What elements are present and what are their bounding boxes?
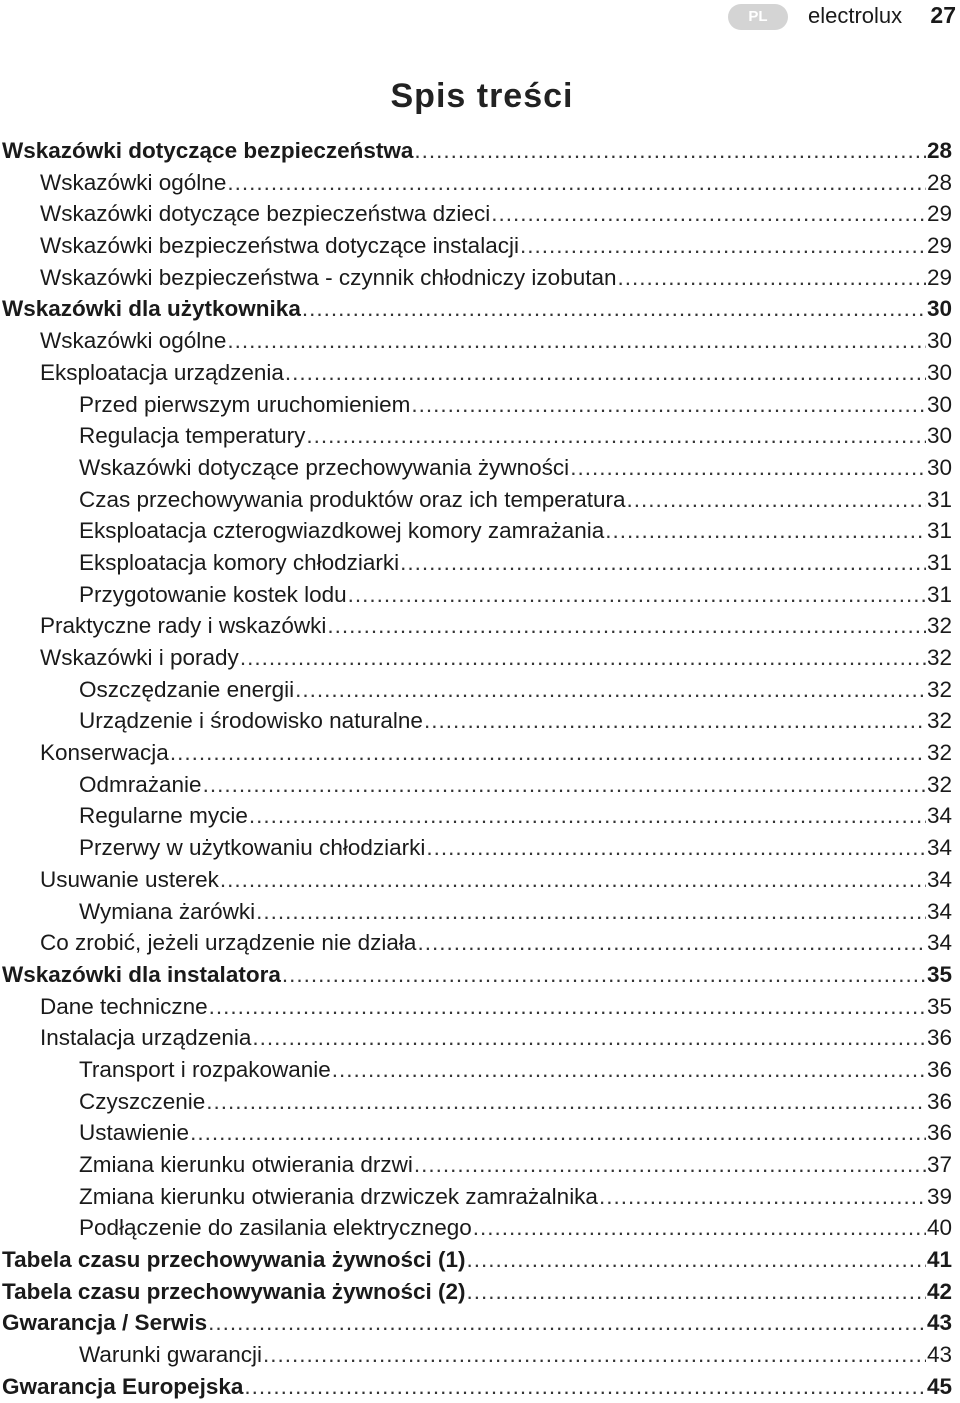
toc-entry-label: Tabela czasu przechowywania żywności (2) bbox=[2, 1278, 466, 1304]
toc-entry-page: 32 bbox=[926, 613, 952, 639]
toc-leader-dots bbox=[263, 1339, 926, 1371]
toc-entry[interactable] bbox=[0, 769, 952, 801]
toc-leader-dots bbox=[249, 800, 926, 832]
toc-entry[interactable] bbox=[0, 1307, 952, 1339]
toc-entry[interactable] bbox=[0, 293, 952, 325]
toc-leader-dots bbox=[618, 262, 926, 294]
toc-leader-dots bbox=[332, 1054, 926, 1086]
toc-entry-label: Warunki gwarancji bbox=[79, 1342, 262, 1368]
toc-entry-label: Urządzenie i środowisko naturalne bbox=[79, 708, 423, 734]
toc-entry[interactable] bbox=[0, 325, 952, 357]
toc-leader-dots bbox=[282, 959, 926, 991]
toc-entry[interactable] bbox=[0, 135, 952, 167]
toc-entry-label: Wymiana żarówki bbox=[79, 898, 256, 924]
toc-entry[interactable] bbox=[0, 1181, 952, 1213]
toc-entry[interactable] bbox=[0, 515, 952, 547]
toc-entry[interactable] bbox=[0, 1371, 952, 1403]
toc-entry-page: 31 bbox=[926, 518, 952, 544]
toc-entry-label: Zmiana kierunku otwierania drzwiczek zamrażalnika bbox=[79, 1183, 598, 1209]
toc-entry-page: 35 bbox=[926, 961, 952, 987]
toc-entry-page: 39 bbox=[926, 1183, 952, 1209]
toc-entry[interactable] bbox=[0, 991, 952, 1023]
toc-entry-label: Zmiana kierunku otwierania drzwi bbox=[79, 1152, 413, 1177]
toc-entry[interactable] bbox=[0, 484, 952, 516]
toc-entry[interactable] bbox=[0, 167, 952, 199]
page-header bbox=[0, 0, 960, 34]
toc-leader-dots bbox=[348, 579, 926, 611]
toc-entry-page: 41 bbox=[926, 1247, 952, 1273]
toc-entry-label: Wskazówki i porady bbox=[40, 645, 239, 670]
toc-entry[interactable] bbox=[0, 579, 952, 611]
toc-entry-page: 31 bbox=[926, 549, 952, 575]
toc-leader-dots bbox=[520, 230, 926, 262]
toc-entry-label: Dane techniczne bbox=[40, 993, 208, 1019]
toc-entry-page: 30 bbox=[926, 454, 952, 480]
toc-entry[interactable] bbox=[0, 452, 952, 484]
toc-entry-label: Eksploatacja czterogwiazdkowej komory zamrażania bbox=[79, 518, 605, 544]
toc-entry[interactable] bbox=[0, 420, 952, 452]
toc-leader-dots bbox=[599, 1181, 926, 1213]
toc-leader-dots bbox=[417, 927, 926, 959]
toc-entry-label: Podłączenie do zasilania elektrycznego bbox=[79, 1215, 472, 1241]
toc-entry-label: Ustawienie bbox=[79, 1120, 190, 1146]
toc-entry[interactable] bbox=[0, 1149, 952, 1181]
toc-entry-label: Przed pierwszym uruchomieniem bbox=[79, 391, 411, 417]
toc-entry-label: Wskazówki bezpieczeństwa dotyczące instalacji bbox=[40, 233, 519, 259]
toc-entry[interactable] bbox=[0, 357, 952, 389]
toc-entry[interactable] bbox=[0, 674, 952, 706]
toc-entry-label: Eksploatacja urządzenia bbox=[40, 359, 284, 385]
toc-entry-page: 31 bbox=[926, 581, 952, 607]
toc-entry-label: Oszczędzanie energii bbox=[79, 676, 295, 702]
toc-entry-label: Instalacja urządzenia bbox=[40, 1025, 252, 1051]
toc-entry-page: 36 bbox=[926, 1120, 952, 1146]
toc-leader-dots bbox=[473, 1212, 926, 1244]
toc-leader-dots bbox=[209, 991, 926, 1023]
toc-entry-page: 45 bbox=[926, 1373, 952, 1399]
toc-entry-page: 29 bbox=[926, 201, 952, 227]
toc-entry[interactable] bbox=[0, 1117, 952, 1149]
toc-entry-label: Wskazówki dotyczące przechowywania żywności bbox=[79, 454, 570, 480]
toc-entry[interactable] bbox=[0, 1086, 952, 1118]
toc-entry-page: 37 bbox=[926, 1152, 952, 1177]
toc-leader-dots bbox=[466, 1244, 925, 1276]
toc-entry-page: 32 bbox=[926, 740, 952, 766]
toc-entry-page: 43 bbox=[926, 1342, 952, 1368]
toc-entry[interactable] bbox=[0, 198, 952, 230]
toc-leader-dots bbox=[220, 864, 926, 896]
toc-entry-label: Czas przechowywania produktów oraz ich temperatura bbox=[79, 486, 626, 512]
toc-entry-label: Wskazówki dla instalatora bbox=[2, 961, 281, 987]
toc-entry-label: Wskazówki dotyczące bezpieczeństwa bbox=[2, 138, 414, 163]
toc-entry-page: 34 bbox=[926, 898, 952, 924]
toc-entry-page: 28 bbox=[926, 138, 952, 163]
toc-leader-dots bbox=[295, 674, 926, 706]
toc-entry[interactable] bbox=[0, 262, 952, 294]
toc-entry[interactable] bbox=[0, 896, 952, 928]
toc-entry[interactable] bbox=[0, 547, 952, 579]
toc-leader-dots bbox=[252, 1022, 926, 1054]
toc-entry-page: 34 bbox=[926, 930, 952, 956]
toc-leader-dots bbox=[190, 1117, 926, 1149]
toc-entry-page: 30 bbox=[926, 296, 952, 322]
toc-entry-label: Regularne mycie bbox=[79, 803, 248, 829]
toc-leader-dots bbox=[203, 769, 926, 801]
toc-leader-dots bbox=[491, 198, 926, 230]
toc-entry[interactable] bbox=[0, 389, 952, 421]
toc-entry[interactable] bbox=[0, 1244, 952, 1276]
toc-leader-dots bbox=[424, 705, 926, 737]
toc-entry-page: 30 bbox=[926, 391, 952, 417]
page-title-text: Spis treści bbox=[390, 77, 574, 115]
toc-leader-dots bbox=[327, 610, 926, 642]
toc-entry[interactable] bbox=[0, 1022, 952, 1054]
toc-entry-label: Wskazówki dotyczące bezpieczeństwa dzieci bbox=[40, 201, 491, 227]
toc-entry-page: 32 bbox=[926, 645, 952, 670]
toc-entry[interactable] bbox=[0, 705, 952, 737]
toc-entry-page: 31 bbox=[926, 486, 952, 512]
toc-leader-dots bbox=[400, 547, 926, 579]
toc-entry-page: 34 bbox=[926, 803, 952, 829]
toc-entry-label: Gwarancja / Serwis bbox=[2, 1310, 208, 1336]
toc-entry[interactable] bbox=[0, 230, 952, 262]
toc-leader-dots bbox=[414, 1149, 926, 1181]
toc-leader-dots bbox=[411, 389, 926, 421]
toc-entry-label: Praktyczne rady i wskazówki bbox=[40, 613, 327, 639]
toc-entry-label: Gwarancja Europejska bbox=[2, 1373, 244, 1399]
toc-leader-dots bbox=[227, 167, 926, 199]
toc-leader-dots bbox=[627, 484, 926, 516]
toc-entry-page: 30 bbox=[926, 423, 952, 449]
toc-entry[interactable] bbox=[0, 1339, 952, 1371]
toc-entry-label: Wskazówki dla użytkownika bbox=[2, 296, 301, 322]
toc-entry-label: Wskazówki ogólne bbox=[40, 328, 227, 354]
language-badge: PL bbox=[728, 4, 788, 30]
toc-entry[interactable] bbox=[0, 610, 952, 642]
toc-entry[interactable] bbox=[0, 1054, 952, 1086]
toc-entry-page: 30 bbox=[926, 359, 952, 385]
toc-entry-page: 40 bbox=[926, 1215, 952, 1241]
toc-leader-dots bbox=[306, 420, 926, 452]
toc-leader-dots bbox=[206, 1086, 926, 1118]
toc-entry-label: Wskazówki bezpieczeństwa - czynnik chłodniczy izobutan bbox=[40, 264, 617, 290]
toc-entry-page: 36 bbox=[926, 1088, 952, 1114]
toc-entry[interactable] bbox=[0, 832, 952, 864]
toc-entry-label: Eksploatacja komory chłodziarki bbox=[79, 549, 400, 575]
toc-entry-page: 43 bbox=[926, 1310, 952, 1336]
toc-leader-dots bbox=[466, 1276, 925, 1308]
toc-entry-page: 32 bbox=[926, 771, 952, 797]
toc-entry-page: 42 bbox=[926, 1278, 952, 1304]
toc-entry[interactable] bbox=[0, 800, 952, 832]
toc-leader-dots bbox=[256, 896, 926, 928]
toc-entry-page: 35 bbox=[926, 993, 952, 1019]
page-title bbox=[0, 76, 960, 116]
toc-entry-page: 32 bbox=[926, 676, 952, 702]
toc-leader-dots bbox=[170, 737, 926, 769]
toc-entry-page: 34 bbox=[926, 835, 952, 861]
toc-entry[interactable] bbox=[0, 1276, 952, 1308]
toc-entry-label: Transport i rozpakowanie bbox=[79, 1056, 331, 1082]
toc-entry-page: 36 bbox=[926, 1056, 952, 1082]
toc-entry[interactable] bbox=[0, 737, 952, 769]
toc-entry-label: Odmrażanie bbox=[79, 771, 202, 797]
toc-leader-dots bbox=[570, 452, 926, 484]
toc-entry-label: Regulacja temperatury bbox=[79, 423, 306, 449]
toc-entry-label: Konserwacja bbox=[40, 740, 169, 766]
toc-leader-dots bbox=[302, 293, 926, 325]
toc-leader-dots bbox=[208, 1307, 926, 1339]
toc-entry-page: 32 bbox=[926, 708, 952, 734]
toc-entry[interactable] bbox=[0, 1212, 952, 1244]
toc-entry-page: 29 bbox=[926, 233, 952, 259]
toc-entry[interactable] bbox=[0, 959, 952, 991]
toc-entry-label: Wskazówki ogólne bbox=[40, 169, 227, 195]
toc-entry-label: Przerwy w użytkowaniu chłodziarki bbox=[79, 835, 426, 861]
toc-leader-dots bbox=[227, 325, 926, 357]
toc-entry-page: 28 bbox=[926, 169, 952, 195]
toc-entry-label: Przygotowanie kostek lodu bbox=[79, 581, 347, 607]
toc-leader-dots bbox=[605, 515, 926, 547]
page-number: 27 bbox=[930, 2, 956, 28]
toc-entry[interactable] bbox=[0, 864, 952, 896]
toc-leader-dots bbox=[244, 1371, 926, 1403]
toc-entry-page: 34 bbox=[926, 866, 952, 892]
toc-entry-label: Czyszczenie bbox=[79, 1088, 206, 1114]
toc-entry-page: 30 bbox=[926, 328, 952, 354]
toc-entry[interactable] bbox=[0, 927, 952, 959]
table-of-contents bbox=[0, 135, 952, 1403]
toc-entry-label: Co zrobić, jeżeli urządzenie nie działa bbox=[40, 930, 417, 956]
brand-name: electrolux bbox=[808, 3, 903, 28]
toc-leader-dots bbox=[414, 135, 926, 167]
toc-entry-page: 29 bbox=[926, 264, 952, 290]
toc-leader-dots bbox=[240, 642, 926, 674]
toc-entry-page: 36 bbox=[926, 1025, 952, 1051]
toc-leader-dots bbox=[285, 357, 926, 389]
toc-entry-label: Usuwanie usterek bbox=[40, 866, 219, 892]
toc-leader-dots bbox=[426, 832, 926, 864]
toc-entry-label: Tabela czasu przechowywania żywności (1) bbox=[2, 1247, 466, 1273]
toc-entry[interactable] bbox=[0, 642, 952, 674]
